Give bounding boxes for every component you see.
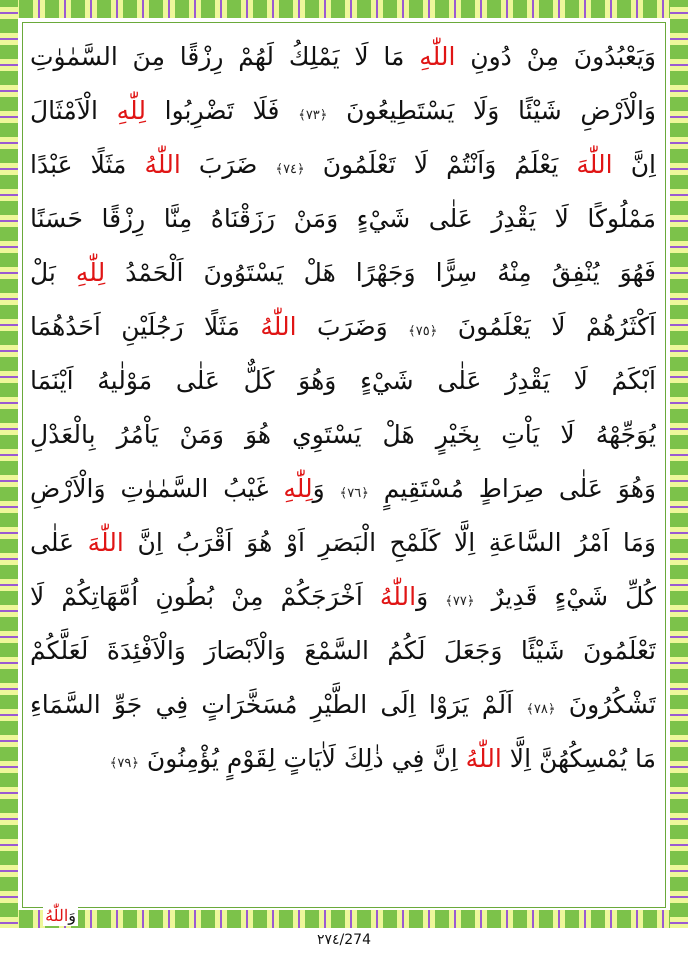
divine-name-highlight: اللّٰهُ	[144, 150, 181, 179]
text-line	[30, 84, 656, 138]
verse-text: فَهُوَ يُنْفِقُ مِنْهُ سِرًّا وَجَهْرًا هَلْ يَسْتَوُونَ اَلْحَمْدُ	[105, 258, 656, 287]
text-line	[30, 300, 656, 354]
verse-text: مَثَلًا رَجُلَيْنِ اَحَدُهُمَا	[30, 312, 261, 341]
ayah-number-marker: ﴿٧٤﴾	[275, 162, 305, 177]
verse-text: اِنَّ فِي ذٰلِكَ لَاٰيَاتٍ لِقَوْمٍ يُؤْمِنُونَ	[138, 744, 466, 773]
verse-text: تَعْلَمُونَ شَيْئًا وَجَعَلَ لَكُمُ السَّمْعَ وَالْاَبْصَارَ وَالْاَفْئِدَةَ لَعَلَّكُمْ	[30, 636, 656, 665]
decorative-border-right	[670, 0, 688, 928]
verse-text: مَثَلًا عَبْدًا	[30, 150, 145, 179]
text-line	[30, 138, 656, 192]
divine-name-highlight: لِلّٰهِ	[75, 258, 106, 287]
verse-text: اَلَمْ يَرَوْا اِلَى الطَّيْرِ مُسَخَّرَاتٍ فِي جَوِّ السَّمَاءِ	[30, 690, 527, 719]
verse-text: مَا لَا يَمْلِكُ لَهُمْ رِزْقًا مِنَ السَّمٰوٰتِ	[30, 42, 420, 71]
verse-text: وَ	[312, 474, 340, 503]
text-line	[30, 462, 656, 516]
divine-name-highlight: اللّٰهُ	[260, 312, 297, 341]
decorative-border-top	[0, 0, 688, 18]
verse-text: تَشْكُرُونَ	[555, 690, 656, 719]
verse-text: كُلِّ شَيْءٍ قَدِيرٌ	[474, 582, 656, 611]
divine-name-highlight: لِلّٰهِ	[116, 96, 146, 125]
divine-name-highlight: اللّٰهَ	[87, 528, 124, 557]
text-line	[30, 678, 656, 732]
divine-name-highlight: اللّٰهَ	[576, 150, 613, 179]
ayah-number-marker: ﴿٧٩﴾	[109, 756, 139, 771]
catchword-highlight: اللّٰهُ	[45, 906, 69, 925]
ayah-number-marker: ﴿٧٨﴾	[526, 702, 556, 717]
text-line	[30, 408, 656, 462]
verse-text: وَيَعْبُدُونَ مِنْ دُونِ	[455, 42, 656, 71]
verse-text: اَكْثَرُهُمْ لَا يَعْلَمُونَ	[437, 312, 656, 341]
verse-text: وَ	[416, 582, 446, 611]
verse-text: وَضَرَبَ	[296, 312, 409, 341]
text-line	[30, 570, 656, 624]
divine-name-highlight: اللّٰهُ	[379, 582, 417, 611]
verse-text: مَمْلُوكًا لَا يَقْدِرُ عَلٰى شَيْءٍ وَمَنْ رَزَقْنَاهُ مِنَّا رِزْقًا حَسَنًا	[30, 204, 656, 233]
divine-name-highlight: لِلّٰهِ	[283, 474, 313, 503]
page-number: ٢٧٤/274	[316, 932, 371, 948]
verse-text: مَا يُمْسِكُهُنَّ اِلَّا	[501, 744, 656, 773]
verse-text: غَيْبُ السَّمٰوٰتِ وَالْاَرْضِ	[30, 474, 284, 503]
verse-text: يُوَجِّهْهُ لَا يَاْتِ بِخَيْرٍ هَلْ يَسْتَوِي هُوَ وَمَنْ يَاْمُرُ بِالْعَدْلِ	[30, 420, 656, 449]
divine-name-highlight: اللّٰهُ	[465, 744, 502, 773]
catchword-prefix: وَ	[68, 906, 76, 925]
decorative-border-left	[0, 0, 18, 928]
text-line	[30, 732, 656, 786]
verse-text: اِنَّ	[612, 150, 656, 179]
ayah-number-marker: ﴿٧٧﴾	[445, 594, 475, 609]
text-line	[30, 354, 656, 408]
ayah-number-marker: ﴿٧٥﴾	[408, 324, 438, 339]
catchword	[43, 906, 78, 926]
ayah-number-marker: ﴿٧٦﴾	[339, 486, 369, 501]
verse-text: عَلٰى	[30, 528, 88, 557]
verse-text: اَبْكَمُ لَا يَقْدِرُ عَلٰى شَيْءٍ وَهُوَ كَلٌّ عَلٰى مَوْلٰيهُ اَيْنَمَا	[30, 366, 656, 395]
verse-text: اَخْرَجَكُمْ مِنْ بُطُونِ اُمَّهَاتِكُمْ لَا	[30, 582, 380, 611]
text-line	[30, 624, 656, 678]
verse-text: وَهُوَ عَلٰى صِرَاطٍ مُسْتَقِيمٍ	[368, 474, 656, 503]
quran-text-block	[30, 30, 656, 786]
verse-text: وَمَا اَمْرُ السَّاعَةِ اِلَّا كَلَمْحِ الْبَصَرِ اَوْ هُوَ اَقْرَبُ اِنَّ	[123, 528, 656, 557]
text-line	[30, 516, 656, 570]
divine-name-highlight: اللّٰهِ	[419, 42, 456, 71]
decorative-border-bottom	[0, 910, 688, 928]
verse-text: وَالْاَرْضِ شَيْئًا وَلَا يَسْتَطِيعُونَ	[327, 96, 656, 125]
ayah-number-marker: ﴿٧٣﴾	[298, 108, 328, 123]
text-line	[30, 246, 656, 300]
verse-text: فَلَا تَضْرِبُوا	[145, 96, 299, 125]
verse-text: بَلْ	[30, 258, 76, 287]
text-line	[30, 30, 656, 84]
verse-text: الْاَمْثَالَ	[30, 96, 117, 125]
verse-text: يَعْلَمُ وَاَنْتُمْ لَا تَعْلَمُونَ	[304, 150, 577, 179]
text-line	[30, 192, 656, 246]
verse-text: ضَرَبَ	[180, 150, 276, 179]
